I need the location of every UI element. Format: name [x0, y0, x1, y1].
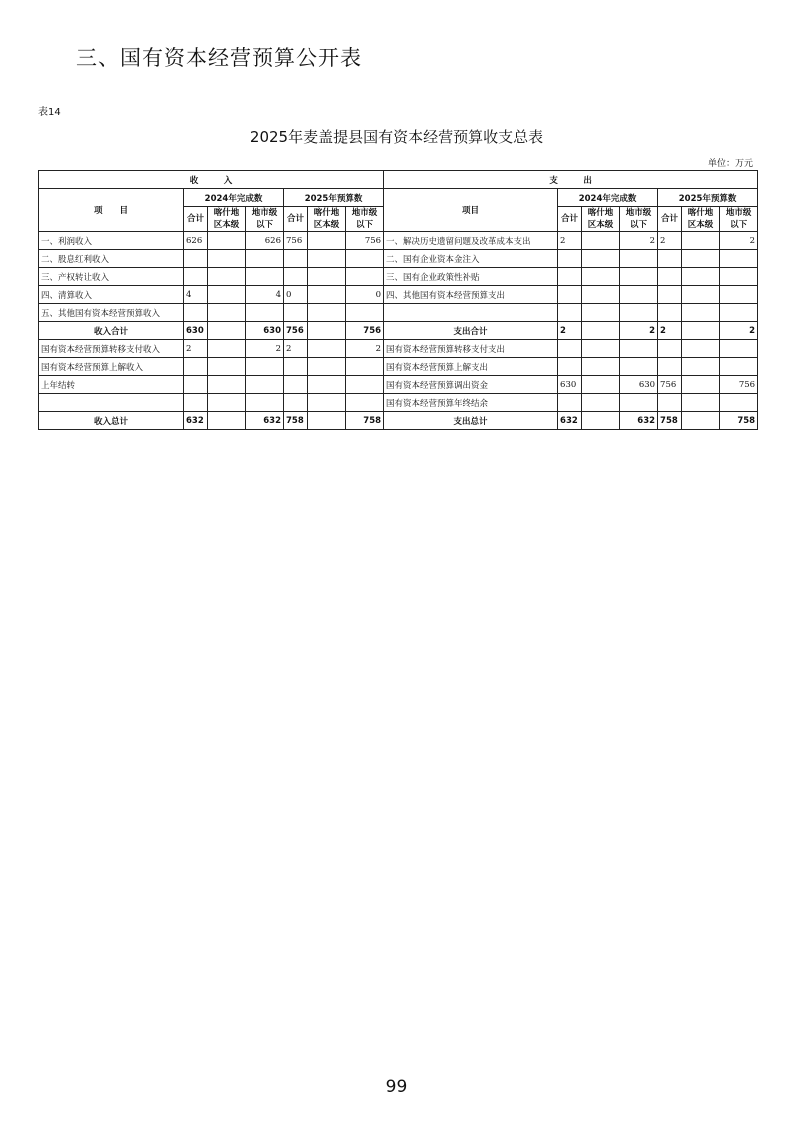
income-item-label: 收入总计 [39, 412, 184, 430]
expense-value-cell [682, 250, 720, 268]
income-value-cell: 632 [184, 412, 208, 430]
income-value-cell: 630 [246, 322, 284, 340]
expense-value-cell [620, 304, 658, 322]
income-value-cell: 0 [346, 286, 384, 304]
income-value-cell: 756 [346, 322, 384, 340]
table-number: 表14 [38, 107, 61, 118]
expense-value-cell [582, 232, 620, 250]
table-row [39, 340, 758, 358]
expense-item-label: 国有资本经营预算上解支出 [384, 358, 558, 376]
income-item-label: 二、股息红利收入 [39, 250, 184, 268]
expense-value-cell [558, 340, 582, 358]
expense-value-cell [720, 394, 758, 412]
table-row [39, 304, 758, 322]
expense-value-cell [558, 304, 582, 322]
income-value-cell [208, 358, 246, 376]
income-value-cell: 756 [284, 232, 308, 250]
expense-value-cell: 756 [720, 376, 758, 394]
expense-value-cell [682, 304, 720, 322]
income-value-cell [246, 304, 284, 322]
expense-item-label: 国有资本经营预算年终结余 [384, 394, 558, 412]
page-number: 99 [385, 1077, 408, 1097]
expense-value-cell [558, 268, 582, 286]
item-header-left: 项 目 [39, 189, 184, 232]
expense-value-cell [582, 250, 620, 268]
budget-table [38, 170, 758, 430]
income-item-label: 一、利润收入 [39, 232, 184, 250]
income-value-cell [284, 376, 308, 394]
income-value-cell [284, 358, 308, 376]
expense-value-cell [620, 286, 658, 304]
income-item-label: 国有资本经营预算转移支付收入 [39, 340, 184, 358]
expense-value-cell [582, 304, 620, 322]
expense-item-label [384, 304, 558, 322]
table-row [39, 268, 758, 286]
income-value-cell: 2 [284, 340, 308, 358]
income-value-cell [308, 376, 346, 394]
expense-item-label: 三、国有企业政策性补贴 [384, 268, 558, 286]
income-value-cell [208, 340, 246, 358]
expense-value-cell: 758 [720, 412, 758, 430]
expense-value-cell: 632 [558, 412, 582, 430]
income-value-cell: 2 [346, 340, 384, 358]
expense-item-label: 一、解决历史遗留问题及改革成本支出 [384, 232, 558, 250]
expense-value-cell: 2 [620, 322, 658, 340]
expense-value-cell [620, 358, 658, 376]
income-value-cell: 756 [284, 322, 308, 340]
income-value-cell [308, 250, 346, 268]
col-total: 合计 [184, 207, 208, 232]
header-row-2 [39, 189, 758, 207]
expense-value-cell [620, 250, 658, 268]
income-value-cell [284, 394, 308, 412]
expense-value-cell [558, 394, 582, 412]
income-value-cell [208, 304, 246, 322]
income-value-cell [284, 304, 308, 322]
income-value-cell [346, 304, 384, 322]
expense-value-cell: 2 [620, 232, 658, 250]
expense-value-cell [682, 286, 720, 304]
expense-value-cell [582, 376, 620, 394]
income-item-label: 三、产权转让收入 [39, 268, 184, 286]
expense-value-cell [682, 322, 720, 340]
budget-2025-header-right: 2025年预算数 [658, 189, 758, 207]
income-value-cell [308, 394, 346, 412]
income-value-cell [246, 394, 284, 412]
table-row [39, 322, 758, 340]
expense-value-cell [720, 358, 758, 376]
item-header-right: 项目 [384, 189, 558, 232]
completed-2024-header-right: 2024年完成数 [558, 189, 658, 207]
income-item-label: 国有资本经营预算上解收入 [39, 358, 184, 376]
expense-value-cell [558, 286, 582, 304]
expense-value-cell: 630 [620, 376, 658, 394]
table-row [39, 412, 758, 430]
col-kashgar: 喀什地区本级 [208, 207, 246, 232]
expense-value-cell [582, 340, 620, 358]
income-value-cell [346, 376, 384, 394]
income-value-cell [208, 268, 246, 286]
completed-2024-header-left: 2024年完成数 [184, 189, 284, 207]
expense-value-cell: 758 [658, 412, 682, 430]
income-value-cell [208, 394, 246, 412]
expense-value-cell [682, 394, 720, 412]
income-item-label: 上年结转 [39, 376, 184, 394]
expense-value-cell [658, 250, 682, 268]
income-item-label [39, 394, 184, 412]
income-value-cell [308, 268, 346, 286]
income-item-label: 五、其他国有资本经营预算收入 [39, 304, 184, 322]
col-kashgar: 喀什地区本级 [682, 207, 720, 232]
expense-value-cell [720, 286, 758, 304]
income-header: 收 入 [39, 171, 384, 189]
expense-value-cell: 2 [658, 232, 682, 250]
income-value-cell [184, 358, 208, 376]
income-value-cell [246, 250, 284, 268]
income-value-cell [346, 250, 384, 268]
expense-value-cell: 2 [558, 232, 582, 250]
expense-value-cell [582, 286, 620, 304]
expense-value-cell [682, 268, 720, 286]
income-value-cell [308, 304, 346, 322]
expense-item-label: 国有资本经营预算转移支付支出 [384, 340, 558, 358]
table-row [39, 394, 758, 412]
income-value-cell [284, 250, 308, 268]
expense-value-cell [558, 250, 582, 268]
income-value-cell [208, 412, 246, 430]
expense-item-label: 支出总计 [384, 412, 558, 430]
expense-value-cell: 2 [658, 322, 682, 340]
col-total: 合计 [284, 207, 308, 232]
income-value-cell [308, 286, 346, 304]
income-value-cell [208, 286, 246, 304]
expense-item-label: 支出合计 [384, 322, 558, 340]
col-below-city: 地市级以下 [346, 207, 384, 232]
income-value-cell [308, 322, 346, 340]
income-value-cell [308, 232, 346, 250]
income-value-cell [184, 394, 208, 412]
table-row [39, 358, 758, 376]
income-value-cell [308, 412, 346, 430]
income-value-cell [208, 322, 246, 340]
col-total: 合计 [658, 207, 682, 232]
income-value-cell [184, 250, 208, 268]
col-kashgar: 喀什地区本级 [308, 207, 346, 232]
expense-value-cell [582, 394, 620, 412]
expense-value-cell: 630 [558, 376, 582, 394]
expense-item-label: 国有资本经营预算调出资金 [384, 376, 558, 394]
income-value-cell: 0 [284, 286, 308, 304]
col-total: 合计 [558, 207, 582, 232]
income-value-cell [308, 340, 346, 358]
income-item-label: 四、清算收入 [39, 286, 184, 304]
income-value-cell [208, 250, 246, 268]
col-below-city: 地市级以下 [620, 207, 658, 232]
income-value-cell [246, 376, 284, 394]
income-value-cell: 4 [184, 286, 208, 304]
expense-value-cell [658, 286, 682, 304]
expense-value-cell [582, 322, 620, 340]
expense-value-cell [658, 304, 682, 322]
expense-value-cell [582, 268, 620, 286]
income-value-cell [246, 358, 284, 376]
income-value-cell: 626 [184, 232, 208, 250]
section-title: 三、国有资本经营预算公开表 [76, 46, 362, 70]
expense-value-cell [720, 304, 758, 322]
income-value-cell: 756 [346, 232, 384, 250]
expense-value-cell [720, 340, 758, 358]
income-value-cell [346, 394, 384, 412]
col-below-city: 地市级以下 [246, 207, 284, 232]
header-row-1 [39, 171, 758, 189]
expense-value-cell [620, 268, 658, 286]
table-row [39, 250, 758, 268]
income-value-cell [284, 268, 308, 286]
expense-value-cell: 2 [720, 232, 758, 250]
expense-value-cell: 632 [620, 412, 658, 430]
income-value-cell [308, 358, 346, 376]
expense-value-cell [620, 394, 658, 412]
budget-2025-header-left: 2025年预算数 [284, 189, 384, 207]
expense-value-cell [682, 358, 720, 376]
expense-value-cell [682, 412, 720, 430]
table-row [39, 286, 758, 304]
income-value-cell [246, 268, 284, 286]
col-kashgar: 喀什地区本级 [582, 207, 620, 232]
table-row [39, 232, 758, 250]
income-value-cell: 758 [284, 412, 308, 430]
income-value-cell: 2 [246, 340, 284, 358]
income-value-cell [346, 358, 384, 376]
income-value-cell [184, 268, 208, 286]
expense-value-cell [720, 250, 758, 268]
income-value-cell: 758 [346, 412, 384, 430]
expense-value-cell [682, 376, 720, 394]
expense-value-cell [658, 358, 682, 376]
expense-value-cell: 756 [658, 376, 682, 394]
income-value-cell: 630 [184, 322, 208, 340]
unit-label: 单位：万元 [707, 159, 753, 169]
expense-value-cell [682, 232, 720, 250]
expense-value-cell [558, 358, 582, 376]
expense-value-cell [658, 394, 682, 412]
income-value-cell [184, 304, 208, 322]
expense-item-label: 二、国有企业资本金注入 [384, 250, 558, 268]
income-value-cell [346, 268, 384, 286]
expense-value-cell [620, 340, 658, 358]
expense-value-cell [582, 358, 620, 376]
income-value-cell: 632 [246, 412, 284, 430]
income-value-cell: 626 [246, 232, 284, 250]
expense-value-cell [658, 340, 682, 358]
income-value-cell: 2 [184, 340, 208, 358]
income-value-cell [208, 232, 246, 250]
table-title: 2025年麦盖提县国有资本经营预算收支总表 [249, 128, 544, 146]
income-value-cell: 4 [246, 286, 284, 304]
table-row [39, 376, 758, 394]
income-value-cell [184, 376, 208, 394]
expense-value-cell: 2 [720, 322, 758, 340]
expense-value-cell [720, 268, 758, 286]
expense-value-cell [658, 268, 682, 286]
expense-value-cell: 2 [558, 322, 582, 340]
expense-header: 支 出 [384, 171, 758, 189]
expense-value-cell [682, 340, 720, 358]
income-item-label: 收入合计 [39, 322, 184, 340]
col-below-city: 地市级以下 [720, 207, 758, 232]
expense-item-label: 四、其他国有资本经营预算支出 [384, 286, 558, 304]
expense-value-cell [582, 412, 620, 430]
income-value-cell [208, 376, 246, 394]
